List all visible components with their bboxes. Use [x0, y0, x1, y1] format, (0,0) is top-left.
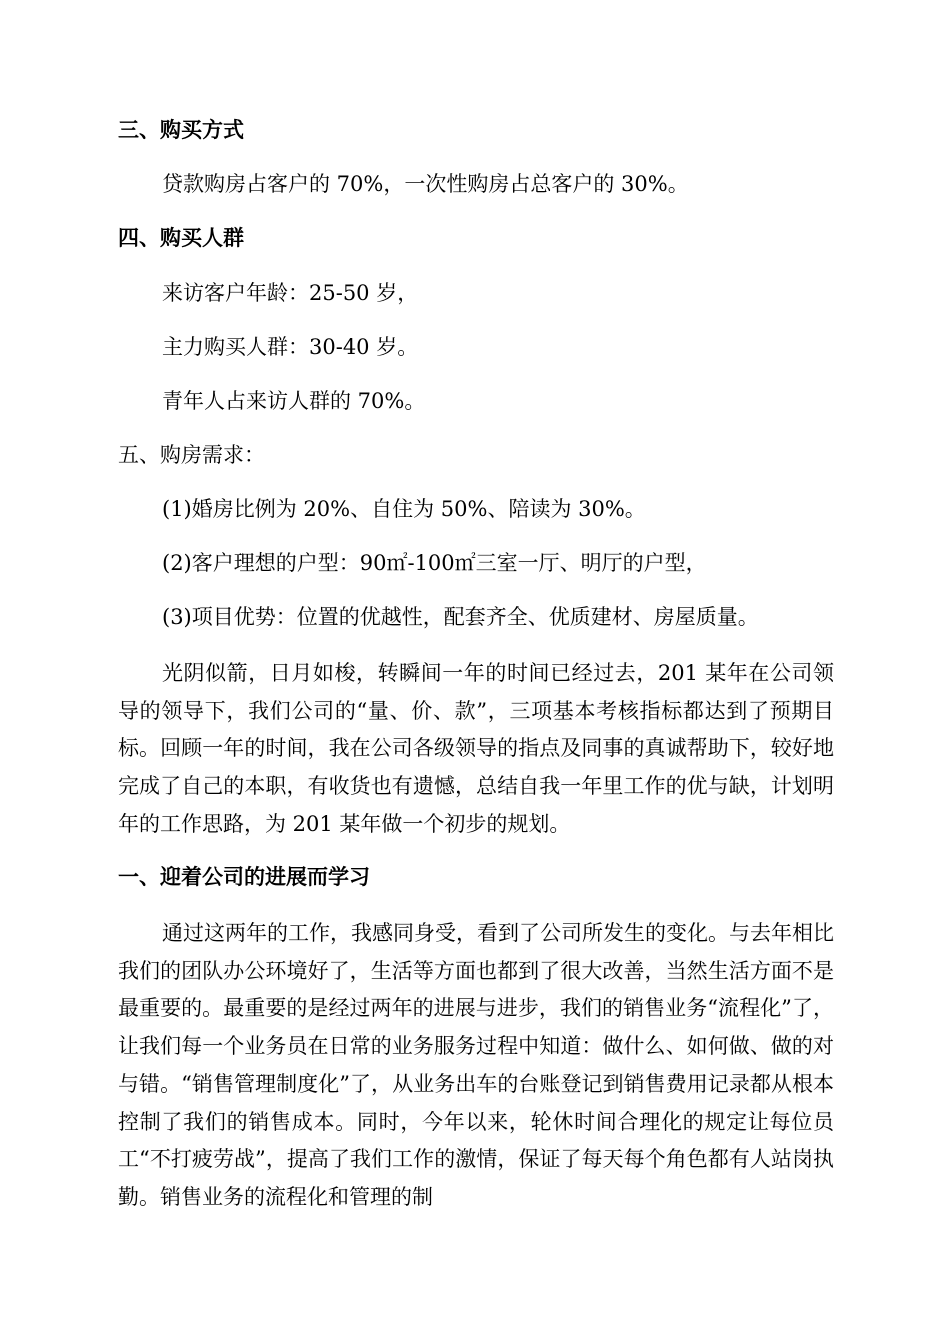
section5-heading: 五、购房需求：: [118, 443, 265, 467]
section4-heading: 四、购买人群: [118, 226, 244, 250]
section5-item-1: (1)婚房比例为 20%、自住为 50%、陪读为 30%。: [162, 497, 646, 521]
section3-heading: 三、购买方式: [118, 118, 244, 142]
intro-paragraph: 光阴似箭，日月如梭，转瞬间一年的时间已经过去，201 某年在公司领导的领导下，我们公司的“量、价、款”，三项基本考核指标都达到了预期目标。回顾一年的时间，我在公司各级领导的指点及同事的真诚帮助下，较好地完成了自己的本职，有收货也有遗憾，总结自我一年里工作的优与缺，计划明年的工作思路，为 201 某年做一个初步的规划。: [118, 661, 834, 836]
section4-line-youth: 青年人占来访人群的 70%。: [162, 389, 426, 413]
section1-heading: 一、迎着公司的进展而学习: [118, 865, 370, 889]
section4-line-age: 来访客户年龄：25-50 岁，: [162, 281, 419, 305]
section1-body: 通过这两年的工作，我感同身受，看到了公司所发生的变化。与去年相比我们的团队办公环境好了，生活等方面也都到了很大改善，当然生活方面不是最重要的。最重要的是经过两年的进展与进步，我们的销售业务“流程化”了，让我们每一个业务员在日常的业务服务过程中知道：做什么、如何做、做的对与错。“销售管理制度化”了，从业务出车的台账登记到销售费用记录都从根本控制了我们的销售成本。同时，今年以来，轮休时间合理化的规定让每位员工“不打疲劳战”，提高了我们工作的激情，保证了每天每个角色都有人站岗执勤。销售业务的流程化和管理的制: [118, 921, 834, 1209]
section4-line-main-group: 主力购买人群：30-40 岁。: [162, 335, 419, 359]
section5-item-3: (3)项目优势：位置的优越性，配套齐全、优质建材、房屋质量。: [162, 605, 759, 629]
section5-item-2: (2)客户理想的户型：90㎡-100㎡三室一厅、明厅的户型，: [162, 551, 707, 575]
section3-body: 贷款购房占客户的 70%，一次性购房占总客户的 30%。: [162, 172, 689, 196]
